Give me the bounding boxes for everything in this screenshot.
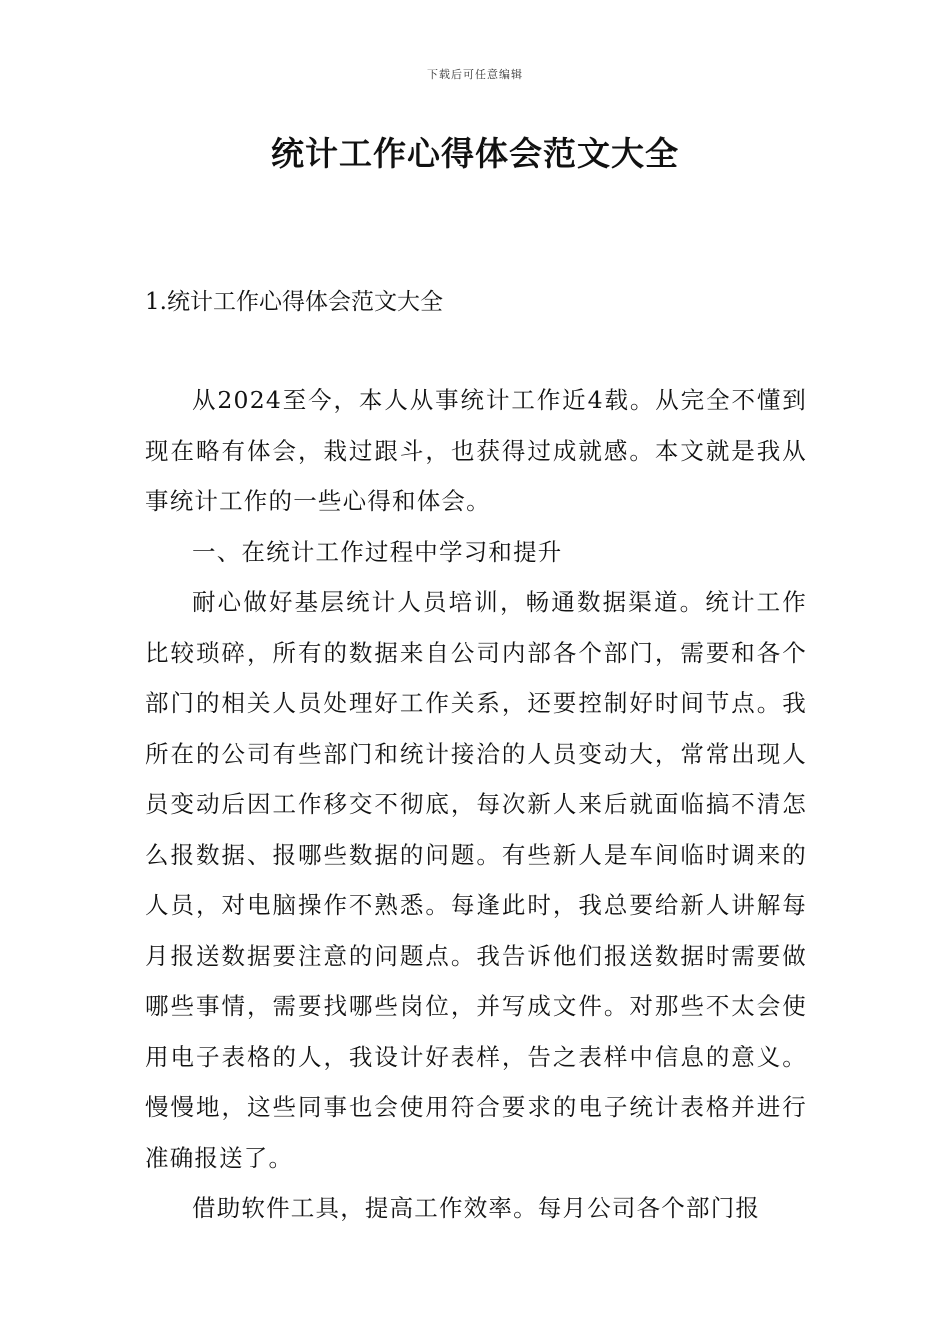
paragraph-intro: 从2024至今，本人从事统计工作近4载。从完全不懂到现在略有体会，栽过跟斗，也获得过成就感。本文就是我从事统计工作的一些心得和体会。 [145, 386, 807, 515]
paragraph-subheading: 一、在统计工作过程中学习和提升 [192, 537, 563, 566]
paragraph-software: 借助软件工具，提高工作效率。每月公司各个部门报 [192, 1194, 761, 1222]
section-heading: 1.统计工作心得体会范文大全 [145, 289, 443, 315]
document-title: 统计工作心得体会范文大全 [271, 134, 679, 173]
header-note: 下载后可任意编辑 [427, 68, 523, 81]
document-body [145, 375, 807, 1234]
paragraph-training: 耐心做好基层统计人员培训，畅通数据渠道。统计工作比较琐碎，所有的数据来自公司内部各个部门，需要和各个部门的相关人员处理好工作关系，还要控制好时间节点。我所在的公司有些部门和统计接洽的人员变动大，常常出现人员变动后因工作移交不彻底，每次新人来后就面临搞不清怎么报数据、报哪些数据的问题。有些新人是车间临时调来的人员，对电脑操作不熟悉。每逢此时，我总要给新人讲解每月报送数据要注意的问题点。我告诉他们报送数据时需要做哪些事情，需要找哪些岗位，并写成文件。对那些不太会使用电子表格的人，我设计好表样，告之表样中信息的意义。慢慢地，这些同事也会使用符合要求的电子统计表格并进行准确报送了。 [145, 588, 807, 1172]
